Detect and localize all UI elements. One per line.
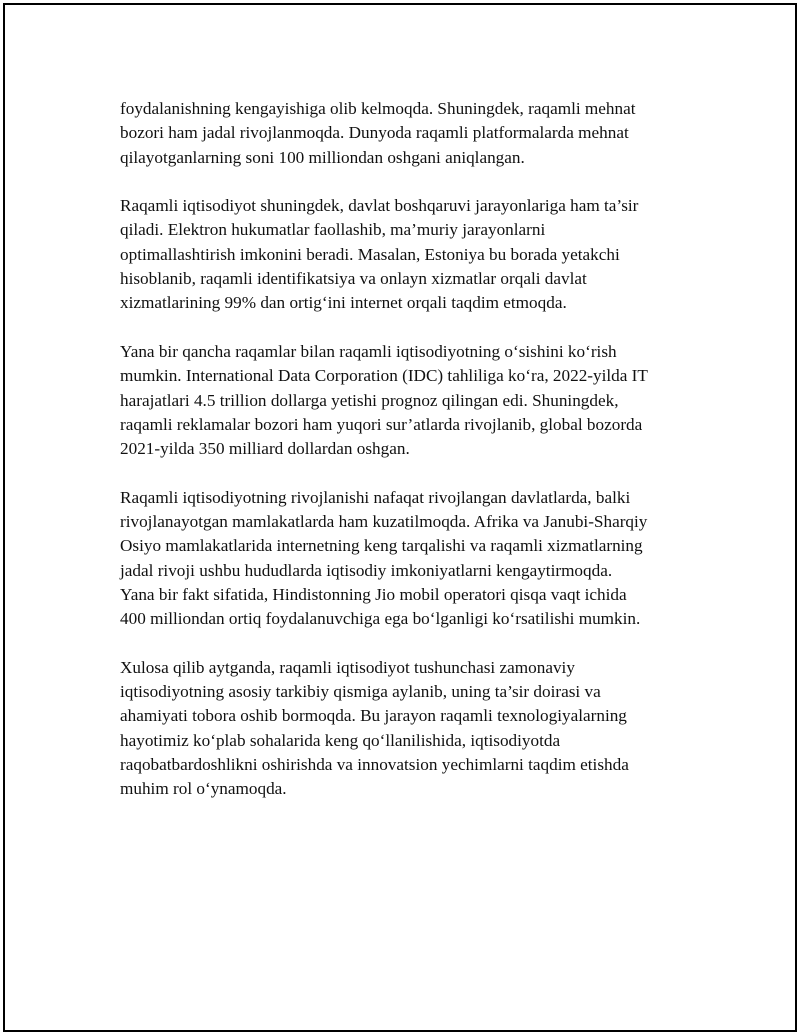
document-body: [120, 97, 700, 826]
paragraph: Raqamli iqtisodiyotning rivojlanishi nafaqat rivojlangan davlatlarda, balki rivojlanayotgan mamlakatlarda ham kuzatilmoqda. Afrika va Janubi-Sharqiy Osiyo mamlakatlarida internetning keng tarqalishi va raqamli xizmatlarning jadal rivoji ushbu hududlarda iqtisodiy imkoniyatlarni kengaytirmoqda. Yana bir fakt sifatida, Hindistonning Jio mobil operatori qisqa vaqt ichida 400 milliondan ortiq foydalanuvchiga ega bo‘lganligi ko‘rsatilishi mumkin.: [120, 487, 648, 629]
document-page: [3, 3, 797, 1032]
paragraph: Xulosa qilib aytganda, raqamli iqtisodiyot tushunchasi zamonaviy iqtisodiyotning asosiy tarkibiy qismiga aylanib, uning ta’sir doirasi va ahamiyati tobora oshib bormoqda. Bu jarayon raqamli texnologiyalarning hayotimiz ko‘plab sohalarida keng qo‘llanilishida, iqtisodiyotda raqobatbardoshlikni oshirishda va innovatsion yechimlarni taqdim etishda muhim rol o‘ynamoqda.: [120, 657, 629, 799]
paragraph: Yana bir qancha raqamlar bilan raqamli iqtisodiyotning o‘sishini ko‘rish mumkin. International Data Corporation (IDC) tahliliga ko‘ra, 2022-yilda IT harajatlari 4.5 trillion dollarga yetishi prognoz qilingan edi. Shuningdek, raqamli reklamalar bozori ham yuqori sur’atlarda rivojlanib, global bozorda 2021-yilda 350 milliard dollardan oshgan.: [120, 341, 648, 459]
paragraph: Raqamli iqtisodiyot shuningdek, davlat boshqaruvi jarayonlariga ham ta’sir qiladi. Elektron hukumatlar faollashib, ma’muriy jarayonlarni optimallashtirish imkonini beradi. Masalan, Estoniya bu borada yetakchi hisoblanib, raqamli identifikatsiya va onlayn xizmatlar orqali davlat xizmatlarining 99% dan ortig‘ini internet orqali taqdim etmoqda.: [120, 196, 639, 313]
paragraph: foydalanishning kengayishiga olib kelmoqda. Shuningdek, raqamli mehnat bozori ham jadal rivojlanmoqda. Dunyoda raqamli platformalarda mehnat qilayotganlarning soni 100 milliondan oshgani aniqlangan.: [120, 99, 636, 167]
